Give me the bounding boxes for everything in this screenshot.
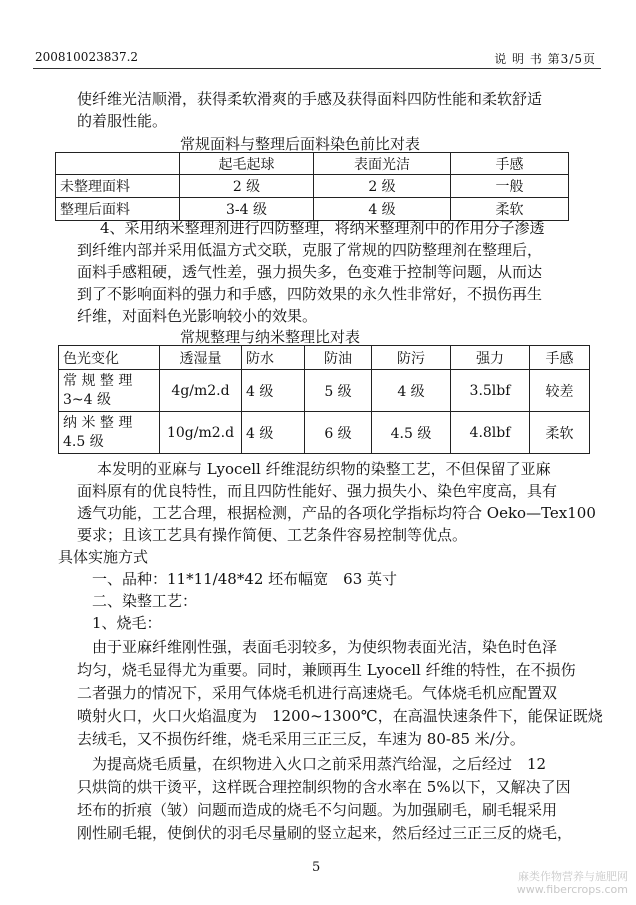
text-line: 的着服性能。 (77, 112, 168, 130)
table-header-cell: 手感 (451, 153, 569, 175)
table-row (59, 370, 590, 412)
table-header-cell: 防油 (305, 346, 372, 370)
table-header-cell: 起毛起球 (180, 153, 314, 175)
table-row (59, 412, 590, 454)
text-line: 喷射火口，火口火焰温度为 1200~1300℃，在高温快速条件下，能保证既烧 (77, 707, 603, 725)
header-rule (33, 68, 601, 69)
text-line: 要求；且该工艺具有操作简便、工艺条件容易控制等优点。 (77, 526, 468, 544)
table-cell: 柔软 (451, 198, 569, 221)
table-header-cell: 透湿量 (160, 346, 242, 370)
table-cell: 4g/m2.d (160, 370, 242, 412)
table-header-cell: 强力 (451, 346, 530, 370)
table-cell: 未整理面料 (56, 175, 180, 198)
table-cell: 较差 (530, 370, 590, 412)
watermark-url: www.fibercrops.com (516, 883, 628, 896)
table-cell: 4 级 (242, 412, 305, 454)
text-line: 坯布的折痕（皱）问题而造成的烧毛不匀问题。为加强刷毛，刷毛辊采用 (77, 801, 558, 819)
text-line: 由于亚麻纤维刚性强，表面毛羽较多，为使织物表面光洁，染色时色泽 (92, 638, 558, 656)
text-line: 二者强力的情况下，采用气体烧毛机进行高速烧毛。气体烧毛机应配置双 (77, 684, 558, 702)
comparison-table-2 (58, 345, 590, 454)
table-header-cell: 手感 (530, 346, 590, 370)
table-cell: 2 级 (180, 175, 314, 198)
comparison-table-1 (55, 152, 569, 221)
table-cell: 4 级 (372, 370, 451, 412)
table-cell: 一般 (451, 175, 569, 198)
text-line: 纤维，对面料色光影响较小的效果。 (77, 307, 318, 325)
table-cell: 柔软 (530, 412, 590, 454)
text-line: 刚性刷毛辊，使倒伏的羽毛尽量刷的竖立起来，然后经过三正三反的烧毛， (77, 824, 573, 842)
watermark-title: 麻类作物营养与施肥网 (518, 870, 628, 883)
text-line: 透气功能，工艺合理，根据检测，产品的各项化学指标均符合 Oeko—Tex100 (77, 504, 596, 522)
page-number: 5 (312, 860, 321, 875)
table-cell: 6 级 (305, 412, 372, 454)
table-cell: 4 级 (314, 198, 451, 221)
text-line: 到了不影响面料的强力和手感，四防效果的永久性非常好，不损伤再生 (77, 285, 543, 303)
header-section: 说 明 书 第3/5页 (494, 52, 596, 66)
section-heading: 具体实施方式 (58, 548, 149, 566)
table-cell: 3-4 级 (180, 198, 314, 221)
text-line: 为提高烧毛质量，在织物进入火口之前采用蒸汽给湿，之后经过 12 (92, 755, 547, 773)
text-line: 面料手感粗硬，透气性差，强力损失多，色变难于控制等问题，从而达 (77, 263, 543, 281)
text-line: 4、采用纳米整理剂进行四防整理，将纳米整理剂中的作用分子渗透 (100, 219, 545, 237)
text-line: 使纤维光洁顺滑，获得柔软滑爽的手感及获得面料四防性能和柔软舒适 (77, 90, 543, 108)
table-cell: 纳 米 整 理 4.5 级 (59, 412, 160, 454)
table-cell: 4.8lbf (451, 412, 530, 454)
list-item: 1、烧毛： (92, 614, 162, 632)
table1-caption: 常规面料与整理后面料染色前比对表 (180, 135, 421, 153)
list-item: 二、染整工艺： (92, 592, 198, 610)
table-row (56, 175, 569, 198)
text-line: 本发明的亚麻与 Lyocell 纤维混纺织物的染整工艺，不但保留了亚麻 (97, 460, 551, 478)
table-cell: 5 级 (305, 370, 372, 412)
table-cell: 2 级 (314, 175, 451, 198)
table-cell: 10g/m2.d (160, 412, 242, 454)
table-header-cell: 表面光洁 (314, 153, 451, 175)
table-header-cell: 色光变化 (59, 346, 160, 370)
list-item: 一、品种：11*11/48*42 坯布幅宽 63 英寸 (92, 570, 398, 588)
table2-caption: 常规整理与纳米整理比对表 (180, 328, 361, 346)
header-doc-number: 200810023837.2 (35, 50, 139, 64)
table-cell: 3.5lbf (451, 370, 530, 412)
table-cell: 4 级 (242, 370, 305, 412)
table-header-cell: 防污 (372, 346, 451, 370)
table-header-cell: 防水 (242, 346, 305, 370)
text-line: 只烘筒的烘干烫平，这样既合理控制织物的含水率在 5%以下，又解决了因 (77, 778, 571, 796)
table-header-cell (56, 153, 180, 175)
text-line: 均匀，烧毛显得尤为重要。同时，兼顾再生 Lyocell 纤维的特性，在不损伤 (77, 661, 576, 679)
table-cell: 整理后面料 (56, 198, 180, 221)
table-cell: 常 规 整 理 3~4 级 (59, 370, 160, 412)
watermark (517, 870, 628, 896)
table-cell: 4.5 级 (372, 412, 451, 454)
text-line: 面料原有的优良特性，而且四防性能好、强力损失小、染色牢度高，具有 (77, 482, 558, 500)
text-line: 去绒毛，又不损伤纤维，烧毛采用三正三反，车速为 80-85 米/分。 (77, 730, 525, 748)
text-line: 到纤维内部并采用低温方式交联，克服了常规的四防整理剂在整理后， (77, 241, 543, 259)
